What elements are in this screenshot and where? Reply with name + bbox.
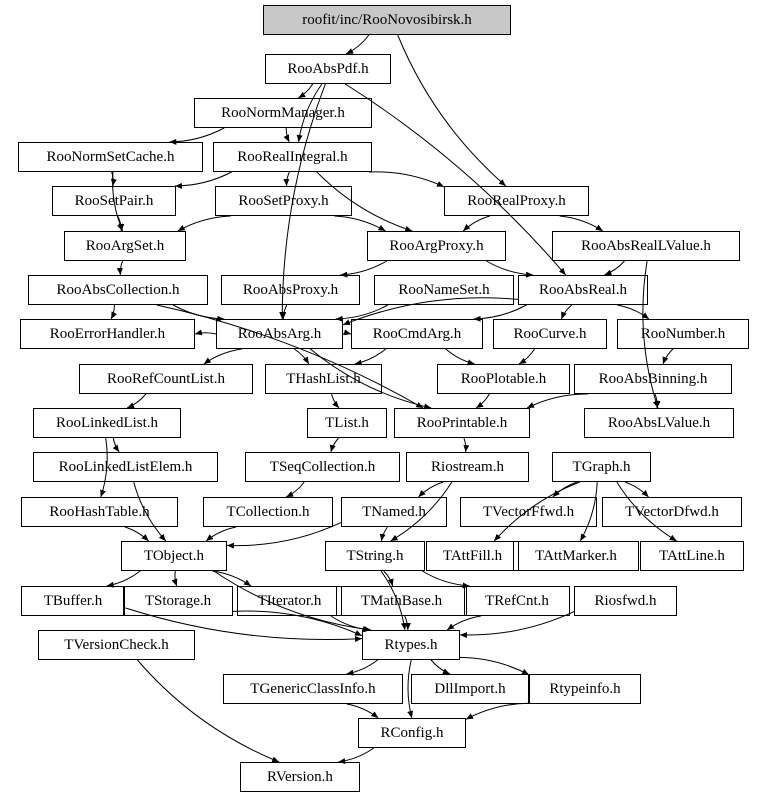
edge-n34-n38 xyxy=(382,527,388,541)
edge-n38-n45 xyxy=(384,571,393,586)
edge-n24-n28 xyxy=(113,438,119,452)
graph-node-tstring-h[interactable]: TString.h xyxy=(325,541,425,571)
edge-n9-n14 xyxy=(486,261,533,275)
edge-n16-n20 xyxy=(204,349,242,364)
edge-n16-n15 xyxy=(195,333,216,334)
edge-n9-n12 xyxy=(340,261,386,275)
edge-n14-n17 xyxy=(474,305,527,319)
graph-node-rooabspdf-h[interactable]: RooAbsPdf.h xyxy=(265,54,391,84)
graph-node-roorealproxy-h[interactable]: RooRealProxy.h xyxy=(444,186,589,216)
edge-n33-n37 xyxy=(206,527,236,541)
edge-n17-n21 xyxy=(355,349,386,364)
graph-node-rooprintable-h[interactable]: RooPrintable.h xyxy=(394,408,530,438)
edge-n21-n25 xyxy=(332,394,340,408)
graph-node-roorefcountlist-h[interactable]: RooRefCountList.h xyxy=(79,364,253,394)
edge-n20-n24 xyxy=(127,394,146,408)
graph-node-roosetproxy-h[interactable]: RooSetProxy.h xyxy=(215,186,352,216)
graph-node-tseqcollection-h[interactable]: TSeqCollection.h xyxy=(245,452,400,482)
edge-n30-n34 xyxy=(419,482,444,497)
graph-node-tlist-h[interactable]: TList.h xyxy=(307,408,387,438)
edge-n46-n49 xyxy=(447,616,481,630)
edge-n5-n8 xyxy=(118,216,122,231)
edge-n4-n7 xyxy=(369,172,444,187)
graph-node-riostream-h[interactable]: Riostream.h xyxy=(406,452,529,482)
graph-node-riosfwd-h[interactable]: Riosfwd.h xyxy=(574,586,677,616)
edge-n19-n23 xyxy=(663,349,673,364)
edge-n49-n51 xyxy=(431,660,450,674)
graph-node-tbuffer-h[interactable]: TBuffer.h xyxy=(21,586,125,616)
edge-n10-n14 xyxy=(605,261,625,275)
graph-node-trefcnt-h[interactable]: TRefCnt.h xyxy=(464,586,570,616)
graph-node-roonormmanager-h[interactable]: RooNormManager.h xyxy=(194,98,372,128)
edge-n17-n22 xyxy=(446,349,475,364)
graph-node-roolinkedlist-h[interactable]: RooLinkedList.h xyxy=(33,408,181,438)
graph-node-tgraph-h[interactable]: TGraph.h xyxy=(552,452,651,482)
graph-node-roonameset-h[interactable]: RooNameSet.h xyxy=(374,275,514,305)
edge-n23-n27 xyxy=(655,394,657,408)
edge-n11-n16 xyxy=(173,305,224,319)
edge-n31-n36 xyxy=(625,482,649,497)
graph-node-rooplotable-h[interactable]: RooPlotable.h xyxy=(437,364,570,394)
edge-n26-n30 xyxy=(464,438,466,452)
edge-n8-n11 xyxy=(120,261,122,275)
graph-node-roohashtable-h[interactable]: RooHashTable.h xyxy=(21,497,178,527)
edge-n4-n6 xyxy=(287,172,290,186)
graph-node-rooabsarg-h[interactable]: RooAbsArg.h xyxy=(216,319,343,349)
edge-n2-n4 xyxy=(286,128,289,142)
graph-node-rtypeinfo-h[interactable]: Rtypeinfo.h xyxy=(529,674,641,704)
graph-node-tcollection-h[interactable]: TCollection.h xyxy=(203,497,333,527)
graph-node-tattline-h[interactable]: TAttLine.h xyxy=(640,541,744,571)
edge-n32-n37 xyxy=(125,527,149,541)
graph-node-rversion-h[interactable]: RVersion.h xyxy=(240,762,360,792)
graph-node-tnamed-h[interactable]: TNamed.h xyxy=(341,497,447,527)
graph-node-roocmdarg-h[interactable]: RooCmdArg.h xyxy=(351,319,483,349)
graph-node-rooabscollection-h[interactable]: RooAbsCollection.h xyxy=(28,275,208,305)
graph-node-roofit-inc-roonovosibirsk-h[interactable]: roofit/inc/RooNovosibirsk.h xyxy=(263,5,511,35)
graph-node-tattfill-h[interactable]: TAttFill.h xyxy=(426,541,519,571)
graph-node-roosetpair-h[interactable]: RooSetPair.h xyxy=(52,186,176,216)
graph-node-tattmarker-h[interactable]: TAttMarker.h xyxy=(513,541,639,571)
graph-node-tversioncheck-h[interactable]: TVersionCheck.h xyxy=(38,630,195,660)
graph-node-rooerrorhandler-h[interactable]: RooErrorHandler.h xyxy=(20,319,195,349)
graph-node-dllimport-h[interactable]: DllImport.h xyxy=(411,674,529,704)
edge-n38-n46 xyxy=(422,571,469,586)
edge-n50-n53 xyxy=(347,704,379,718)
edge-n13-n16 xyxy=(336,305,388,319)
edge-n25-n29 xyxy=(331,438,339,452)
edge-n16-n21 xyxy=(294,349,309,364)
graph-node-rconfig-h[interactable]: RConfig.h xyxy=(358,718,466,748)
graph-node-rooabsbinning-h[interactable]: RooAbsBinning.h xyxy=(574,364,732,394)
graph-node-tvectorffwd-h[interactable]: TVectorFfwd.h xyxy=(460,497,597,527)
edge-n6-n9 xyxy=(335,216,386,231)
edge-n14-n19 xyxy=(617,305,649,319)
edge-n0-n7 xyxy=(398,35,506,186)
graph-node-roolinkedlistelem-h[interactable]: RooLinkedListElem.h xyxy=(33,452,218,482)
graph-node-tmathbase-h[interactable]: TMathBase.h xyxy=(336,586,467,616)
graph-node-tobject-h[interactable]: TObject.h xyxy=(121,541,227,571)
edge-n2-n3 xyxy=(169,128,224,142)
edge-n7-n10 xyxy=(560,216,603,231)
graph-node-rooabsreallvalue-h[interactable]: RooAbsRealLValue.h xyxy=(552,231,740,261)
edge-n23-n26 xyxy=(527,394,588,408)
edge-n37-n44 xyxy=(213,571,252,586)
graph-node-rooargproxy-h[interactable]: RooArgProxy.h xyxy=(367,231,506,261)
edge-n31-n35 xyxy=(553,482,577,497)
edge-n7-n9 xyxy=(463,216,490,231)
edge-n37-n43 xyxy=(175,571,177,586)
edge-n12-n16 xyxy=(283,305,287,319)
graph-node-rtypes-h[interactable]: Rtypes.h xyxy=(362,630,460,660)
edge-n29-n33 xyxy=(286,482,304,497)
edge-n4-n5 xyxy=(175,172,232,186)
edge-n3-n5 xyxy=(112,172,113,186)
edge-n49-n50 xyxy=(346,660,377,674)
graph-node-tvectordfwd-h[interactable]: TVectorDfwd.h xyxy=(602,497,742,527)
edge-n18-n22 xyxy=(519,349,535,364)
graph-node-tstorage-h[interactable]: TStorage.h xyxy=(123,586,233,616)
edge-n53-n54 xyxy=(338,748,374,762)
graph-node-rooargset-h[interactable]: RooArgSet.h xyxy=(64,231,186,261)
graph-node-roorealintegral-h[interactable]: RooRealIntegral.h xyxy=(213,142,372,172)
edge-n37-n42 xyxy=(107,571,141,586)
edge-n52-n53 xyxy=(466,703,529,719)
graph-node-rooabsreal-h[interactable]: RooAbsReal.h xyxy=(518,275,648,305)
graph-node-roonormsetcache-h[interactable]: RooNormSetCache.h xyxy=(18,142,203,172)
edge-n6-n8 xyxy=(178,216,231,231)
graph-node-roonumber-h[interactable]: RooNumber.h xyxy=(617,319,749,349)
graph-node-rooabslvalue-h[interactable]: RooAbsLValue.h xyxy=(584,408,734,438)
edge-n45-n49 xyxy=(405,616,408,630)
edge-n14-n18 xyxy=(561,305,572,319)
graph-node-roocurve-h[interactable]: RooCurve.h xyxy=(493,319,607,349)
edge-n49-n52 xyxy=(460,657,529,674)
graph-node-titerator-h[interactable]: TIterator.h xyxy=(237,586,342,616)
graph-node-tgenericclassinfo-h[interactable]: TGenericClassInfo.h xyxy=(223,674,403,704)
edge-n1-n2 xyxy=(298,84,312,98)
edge-n44-n49 xyxy=(331,616,370,630)
edge-n16-n17 xyxy=(343,334,351,335)
graph-node-thashlist-h[interactable]: THashList.h xyxy=(265,364,382,394)
graph-node-rooabsproxy-h[interactable]: RooAbsProxy.h xyxy=(221,275,360,305)
edge-n0-n1 xyxy=(346,35,369,54)
edge-n22-n26 xyxy=(476,394,489,408)
edge-n11-n15 xyxy=(111,305,114,319)
